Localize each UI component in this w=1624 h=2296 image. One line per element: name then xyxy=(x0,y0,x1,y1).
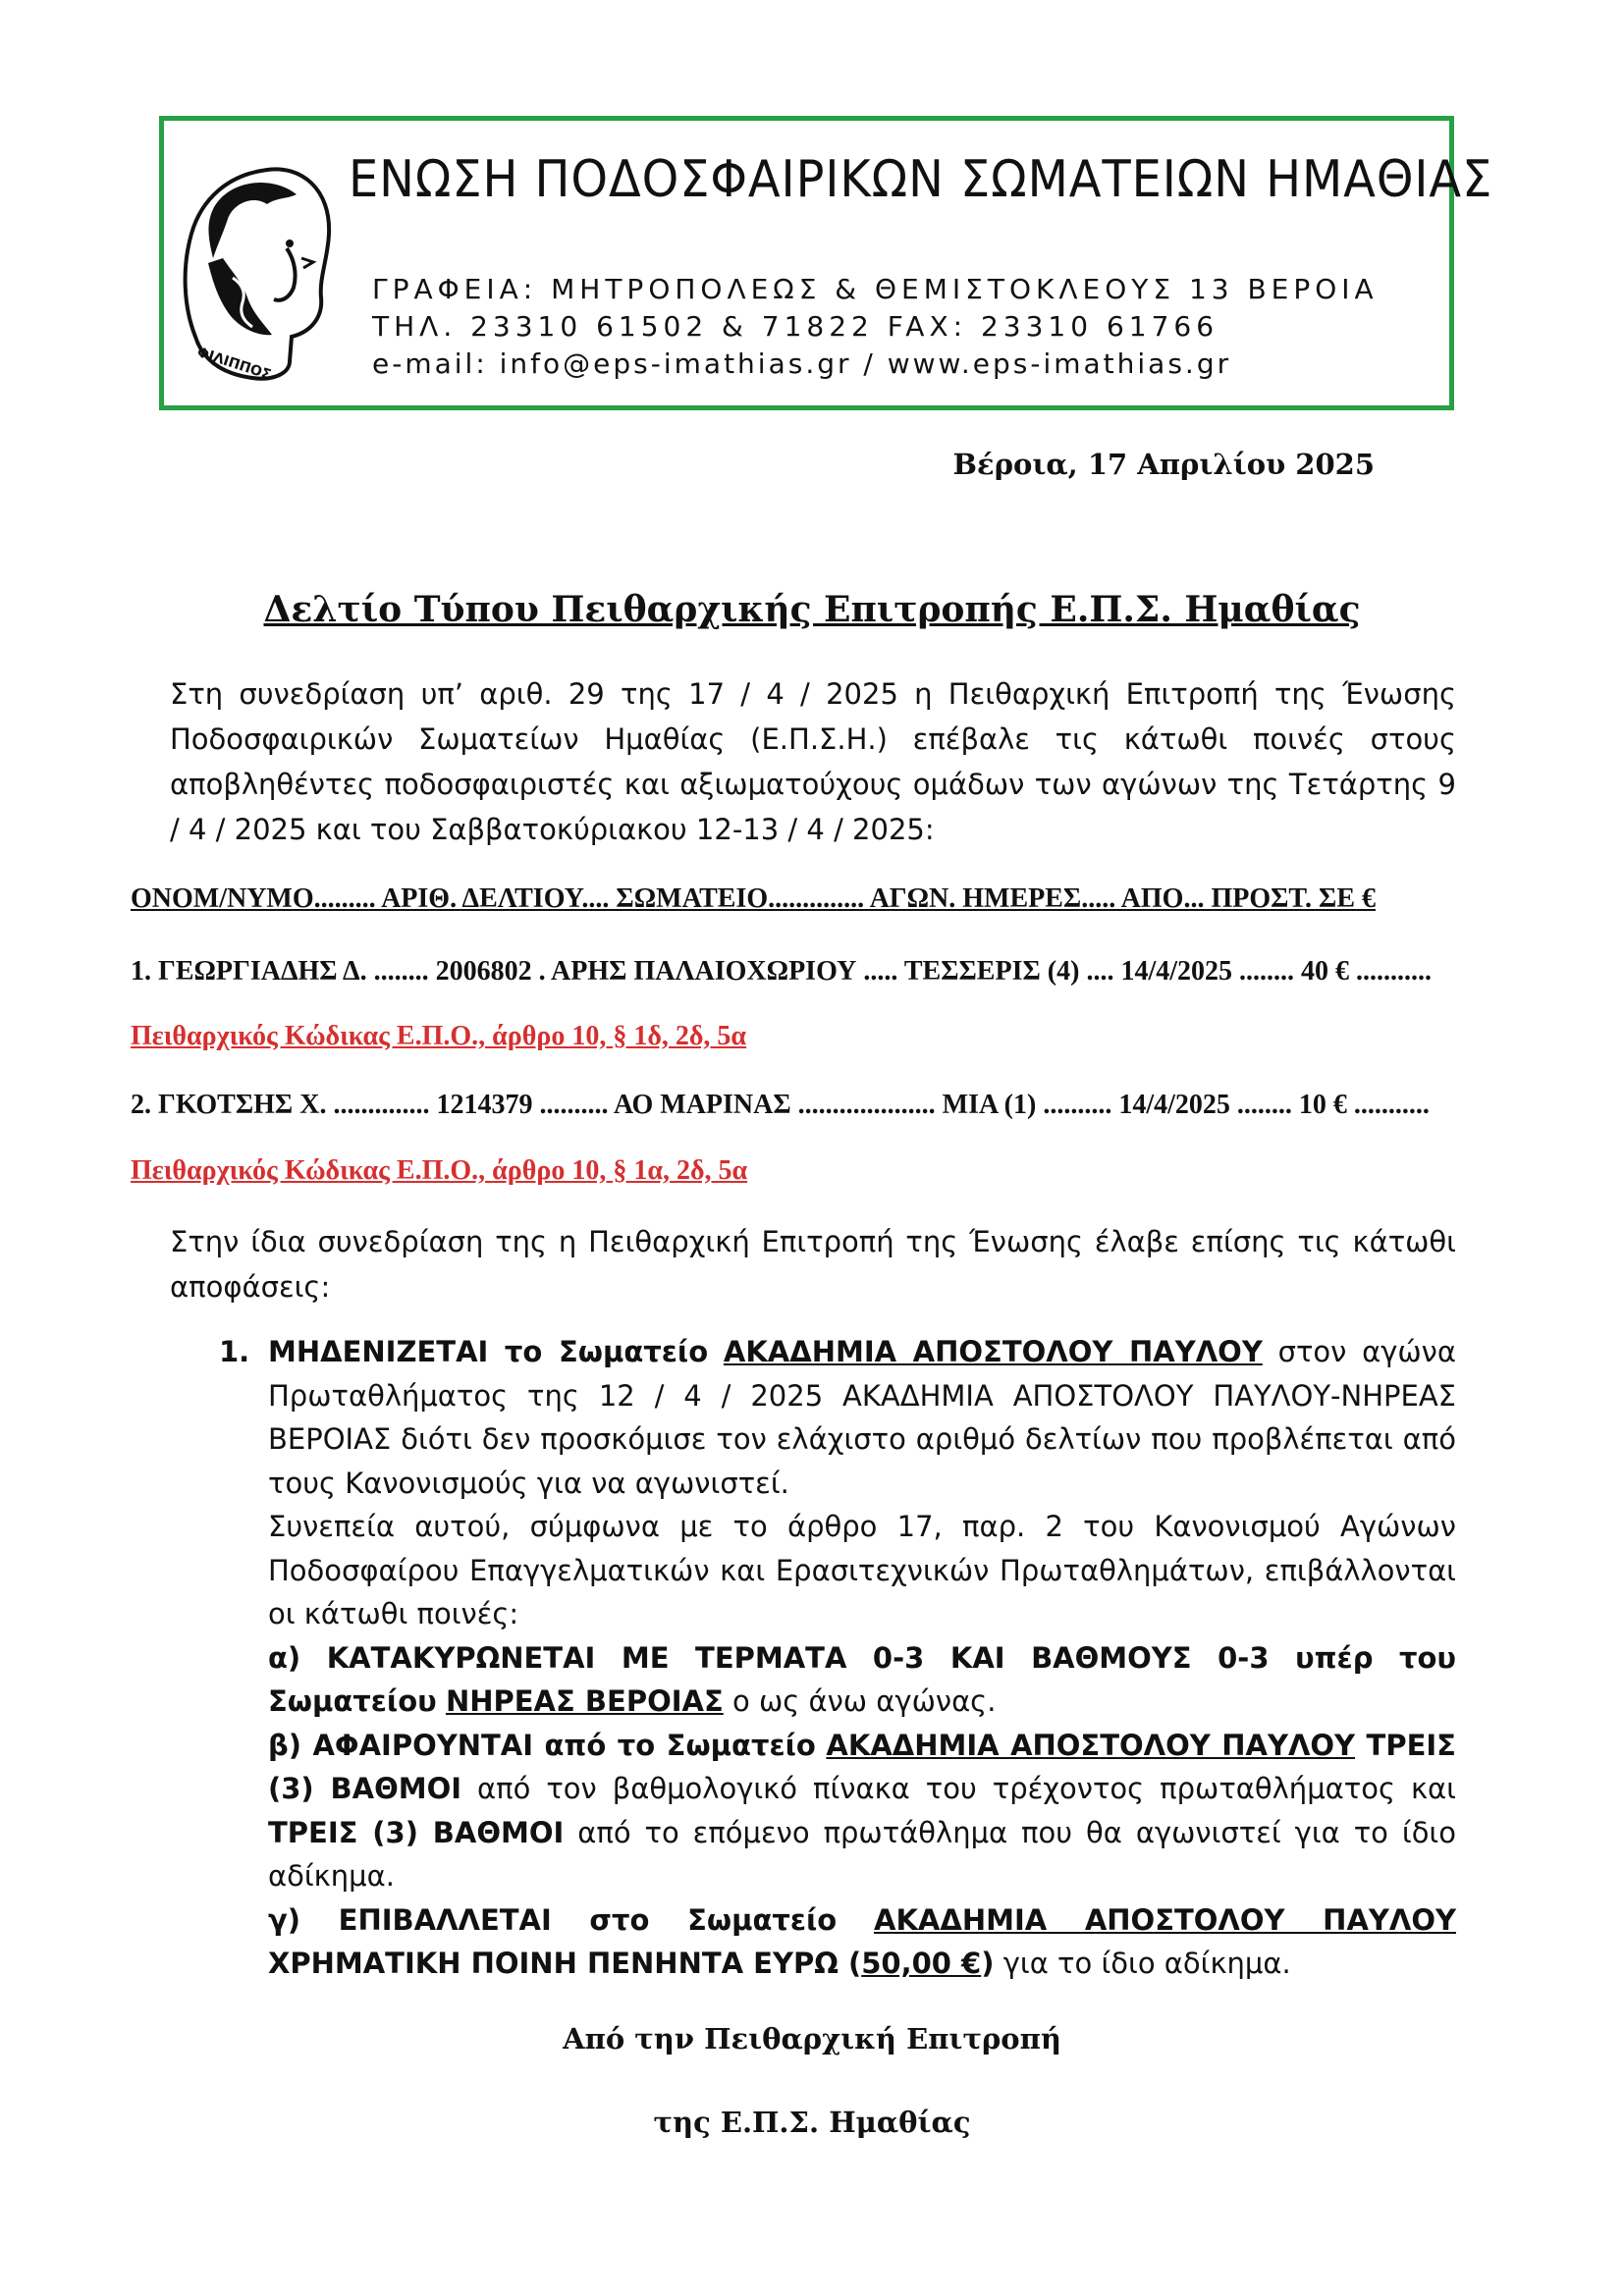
decision-number: 1. xyxy=(219,1335,250,1368)
signature-line-2: της Ε.Π.Σ. Ημαθίας xyxy=(653,2106,971,2139)
club-name: ΑΚΑΔΗΜΙΑ ΑΠΟΣΤΟΛΟΥ ΠΑΥΛΟΥ xyxy=(874,1902,1456,1937)
decision-item xyxy=(170,1330,1456,1986)
decisions-intro: Στην ίδια συνεδρίαση της η Πειθαρχική Επιτροπή της Ένωσης έλαβε επίσης τις κάτωθι αποφάσεις: xyxy=(170,1225,1456,1304)
penalty-b: β) ΑΦΑΙΡΟΥΝΤΑΙ από το Σωματείο ΑΚΑΔΗΜΙΑ ΑΠΟΣΤΟΛΟΥ ΠΑΥΛΟΥ ΤΡΕΙΣ (3) ΒΑΘΜΟΙ από τον βαθμολογικό πίνακα του τρέχοντος πρωταθλήματος και ΤΡΕΙΣ (3) ΒΑΘΜΟΙ από το επόμενο πρωτάθλημα που θα αγωνιστεί για το ίδιο αδίκημα. xyxy=(268,1728,1456,1893)
letterhead xyxy=(159,116,1493,410)
decision-consequence: Συνεπεία αυτού, σύμφωνα με το άρθρο 17, παρ. 2 του Κανονισμού Αγώνων Ποδοσφαίρου Επαγγελματικών και Ερασιτεχνικών Πρωταθλημάτων, επιβάλλονται οι κάτωθι ποινές: xyxy=(268,1510,1456,1630)
penalty-table-header: ΟΝΟΜ/ΝΥΜΟ......... ΑΡΙΘ. ΔΕΛΤΙΟΥ.... ΣΩΜΑΤΕΙΟ.............. ΑΓΩΝ. ΗΜΕΡΕΣ..... ΑΠΟ... ΠΡΟΣΤ. ΣΕ € xyxy=(131,883,1376,914)
club-name: ΝΗΡΕΑΣ ΒΕΡΟΙΑΣ xyxy=(445,1684,724,1718)
organization-name: ΕΝΩΣΗ ΠΟΔΟΣΦΑΙΡΙΚΩΝ ΣΩΜΑΤΕΙΩΝ ΗΜΑΘΙΑΣ xyxy=(349,150,1493,209)
penalty-code-reference: Πειθαρχικός Κώδικας Ε.Π.Ο., άρθρο 10, § 1α, 2δ, 5α xyxy=(131,1155,748,1186)
signature-line-1: Από την Πειθαρχική Επιτροπή xyxy=(563,2022,1061,2056)
fine-amount: 50,00 € xyxy=(861,1947,982,1980)
decision-statement: ΜΗΔΕΝΙΖΕΤΑΙ το Σωματείο ΑΚΑΔΗΜΙΑ ΑΠΟΣΤΟΛΟΥ ΠΑΥΛΟΥ στον αγώνα Πρωταθλήματος της 12 / 4 / 2025 ΑΚΑΔΗΜΙΑ ΑΠΟΣΤΟΛΟΥ ΠΑΥΛΟΥ-ΝΗΡΕΑΣ ΒΕΡΟΙΑΣ διότι δεν προσκόμισε τον ελάχιστο αριθμό δελτίων που προβλέπεται από τους Κανονισμούς για να αγωνιστεί. xyxy=(268,1335,1456,1500)
penalty-code-reference: Πειθαρχικός Κώδικας Ε.Π.Ο., άρθρο 10, § 1δ, 2δ, 5α xyxy=(131,1021,747,1051)
logo-caption: ΦΙΛΙΠΠΟΣ xyxy=(194,345,273,384)
document-title: Δελτίο Τύπου Πειθαρχικής Επιτροπής Ε.Π.Σ. Ημαθίας xyxy=(263,589,1361,630)
penalty-row: 1. ΓΕΩΡΓΙΑΔΗΣ Δ. ........ 2006802 . ΑΡΗΣ ΠΑΛΑΙΟΧΩΡΙΟΥ ..... ΤΕΣΣΕΡΙΣ (4) .... 14/4/2025 ........ 40 € ........... xyxy=(131,956,1432,987)
document-date: Βέροια, 17 Απριλίου 2025 xyxy=(952,448,1375,481)
club-name: ΑΚΑΔΗΜΙΑ ΑΠΟΣΤΟΛΟΥ ΠΑΥΛΟΥ xyxy=(723,1335,1263,1368)
philippos-logo-icon xyxy=(174,150,341,396)
penalty-a: α) ΚΑΤΑΚΥΡΩΝΕΤΑΙ ΜΕ ΤΕΡΜΑΤΑ 0-3 ΚΑΙ ΒΑΘΜΟΥΣ 0-3 υπέρ του Σωματείου ΝΗΡΕΑΣ ΒΕΡΟΙΑΣ ο ως άνω αγώνας. xyxy=(268,1640,1456,1718)
email-website: e-mail: info@eps-imathias.gr / www.eps-imathias.gr xyxy=(372,347,1232,380)
phone-fax: ΤΗΛ. 23310 61502 & 71822 FAX: 23310 61766 xyxy=(372,310,1219,343)
office-address: ΓΡΑΦΕΙΑ: ΜΗΤΡΟΠΟΛΕΩΣ & ΘΕΜΙΣΤΟΚΛΕΟΥΣ 13 ΒΕΡΟΙΑ xyxy=(372,273,1379,305)
penalty-c: γ) ΕΠΙΒΑΛΛΕΤΑΙ στο Σωματείο ΑΚΑΔΗΜΙΑ ΑΠΟΣΤΟΛΟΥ ΠΑΥΛΟΥ ΧΡΗΜΑΤΙΚΗ ΠΟΙΝΗ ΠΕΝΗΝΤΑ ΕΥΡΩ (50,00 €) για το ίδιο αδίκημα. xyxy=(268,1902,1456,1980)
intro-paragraph: Στη συνεδρίαση υπ’ αριθ. 29 της 17 / 4 / 2025 η Πειθαρχική Επιτροπή της Ένωσης Ποδοσφαιρικών Σωματείων Ημαθίας (Ε.Π.Σ.Η.) επέβαλε τις κάτωθι ποινές στους αποβληθέντες ποδοσφαιριστές και αξιωματούχους ομάδων των αγώνων της Τετάρτης 9 / 4 / 2025 και του Σαββατοκύριακου 12-13 / 4 / 2025: xyxy=(170,677,1456,846)
penalty-row: 2. ΓΚΟΤΣΗΣ Χ. .............. 1214379 .......... ΑΟ ΜΑΡΙΝΑΣ .................... ΜΙΑ (1) .......... 14/4/2025 ........ 10 € ........... xyxy=(131,1090,1430,1120)
club-name: ΑΚΑΔΗΜΙΑ ΑΠΟΣΤΟΛΟΥ ΠΑΥΛΟΥ xyxy=(826,1728,1356,1762)
